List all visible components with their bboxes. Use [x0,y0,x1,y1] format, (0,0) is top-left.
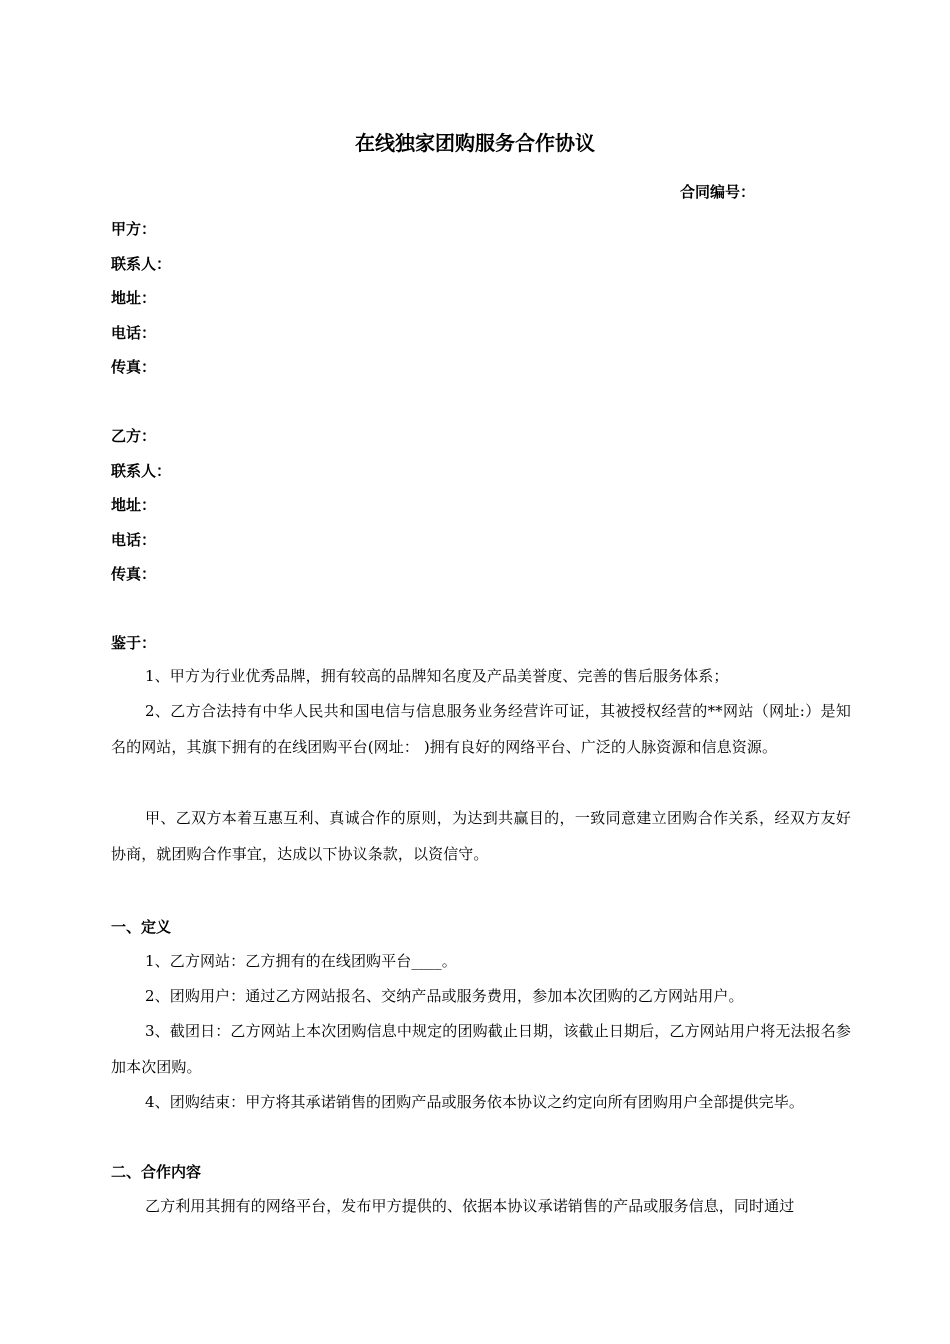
party-a-address-label: 地址： [111,289,157,307]
party-b-info [111,419,171,592]
section-2-body: 乙方利用其拥有的网络平台，发布甲方提供的、依据本协议承诺销售的产品或服务信息，同时通过 [145,1197,795,1215]
whereas-closing: 甲、乙双方本着互惠互利、真诚合作的原则，为达到共赢目的，一致同意建立团购合作关系，经双方友好协商，就团购合作事宜，达成以下协议条款，以资信守。 [111,809,851,863]
party-b-fax-label: 传真： [111,565,157,583]
contract-number-label: 合同编号： [680,183,756,201]
party-a-fax-label: 传真： [111,358,157,376]
definition-item: 2、团购用户：通过乙方网站报名、交纳产品或服务费用，参加本次团购的乙方网站用户。 [145,987,744,1005]
party-a-info [111,212,171,385]
definition-item: 4、团购结束：甲方将其承诺销售的团购产品或服务依本协议之约定向所有团购用户全部提供完毕。 [145,1093,804,1111]
party-a-phone-label: 电话： [111,323,157,342]
section-1-heading: 一、定义 [111,918,172,936]
whereas-item: 2、乙方合法持有中华人民共和国电信与信息服务业务经营许可证，其被授权经营的**网站（网址:）是知名的网站，其旗下拥有的在线团购平台(网址： )拥有良好的网络平台、广泛的人脉资源和信息资源。 [111,702,851,756]
party-b-phone-label: 电话： [111,530,157,549]
section-2-heading: 二、合作内容 [111,1163,202,1181]
party-a-name-label: 甲方： [111,220,157,238]
party-b-contact-label: 联系人： [111,461,172,480]
document-title: 在线独家团购服务合作协议 [355,131,595,155]
whereas-heading: 鉴于： [111,634,157,652]
definition-item: 1、乙方网站：乙方拥有的在线团购平台____。 [145,952,457,970]
party-b-address-label: 地址： [111,496,157,514]
party-a-contact-label: 联系人： [111,254,172,273]
party-b-name-label: 乙方： [111,427,157,445]
definition-item: 3、截团日：乙方网站上本次团购信息中规定的团购截止日期，该截止日期后，乙方网站用户将无法报名参加本次团购。 [111,1022,851,1076]
whereas-item: 1、甲方为行业优秀品牌，拥有较高的品牌知名度及产品美誉度、完善的售后服务体系； [145,667,729,685]
